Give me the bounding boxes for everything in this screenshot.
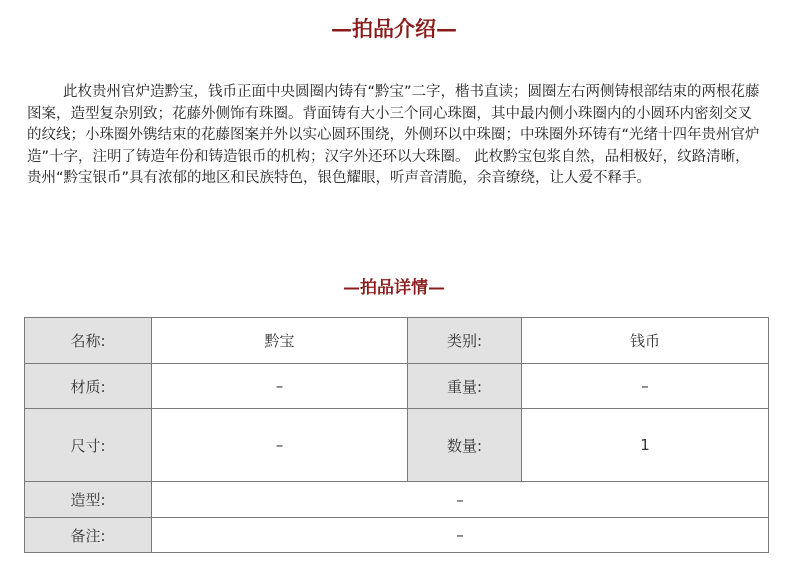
table-row	[25, 364, 769, 409]
name-value: 黔宝	[152, 318, 408, 364]
table-row	[25, 409, 769, 482]
size-label: 尺寸:	[25, 409, 152, 482]
name-label: 名称:	[25, 318, 152, 364]
size-value: –	[152, 409, 408, 482]
table-row	[25, 518, 769, 553]
weight-label: 重量:	[408, 364, 522, 409]
remarks-value: –	[152, 518, 769, 553]
shape-value: –	[152, 482, 769, 518]
details-table	[24, 317, 769, 553]
table-row	[25, 482, 769, 518]
weight-value: –	[522, 364, 769, 409]
details-section-title: —拍品详情—	[343, 278, 445, 298]
material-value: –	[152, 364, 408, 409]
category-value: 钱币	[522, 318, 769, 364]
intro-section-title: —拍品介绍—	[331, 16, 457, 41]
category-label: 类别:	[408, 318, 522, 364]
intro-paragraph: 此枚贵州官炉造黔宝，钱币正面中央圆圈内铸有“黔宝”二字，楷书直读；圆圈左右两侧铸根部结束的两根花藤图案，造型复杂别致；花藤外侧饰有珠圈。背面铸有大小三个同心珠圈，其中最内侧小珠圈内的小圆环内密刻交叉的纹线；小珠圈外镌结束的花藤图案并外以实心圆环围绕，外侧环以中珠圈；中珠圈外环铸有“光绪十四年贵州官炉造”十字，注明了铸造年份和铸造银币的机构；汉字外还环以大珠圈。 此枚黔宝包浆自然，品相极好，纹路清晰，贵州“黔宝银币”具有浓郁的地区和民族特色，银色耀眼，听声音清脆，余音缭绕，让人爱不释手。	[27, 84, 760, 186]
quantity-label: 数量:	[408, 409, 522, 482]
quantity-value: 1	[522, 409, 769, 482]
table-row	[25, 318, 769, 364]
remarks-label: 备注:	[25, 518, 152, 553]
shape-label: 造型:	[25, 482, 152, 518]
material-label: 材质:	[25, 364, 152, 409]
